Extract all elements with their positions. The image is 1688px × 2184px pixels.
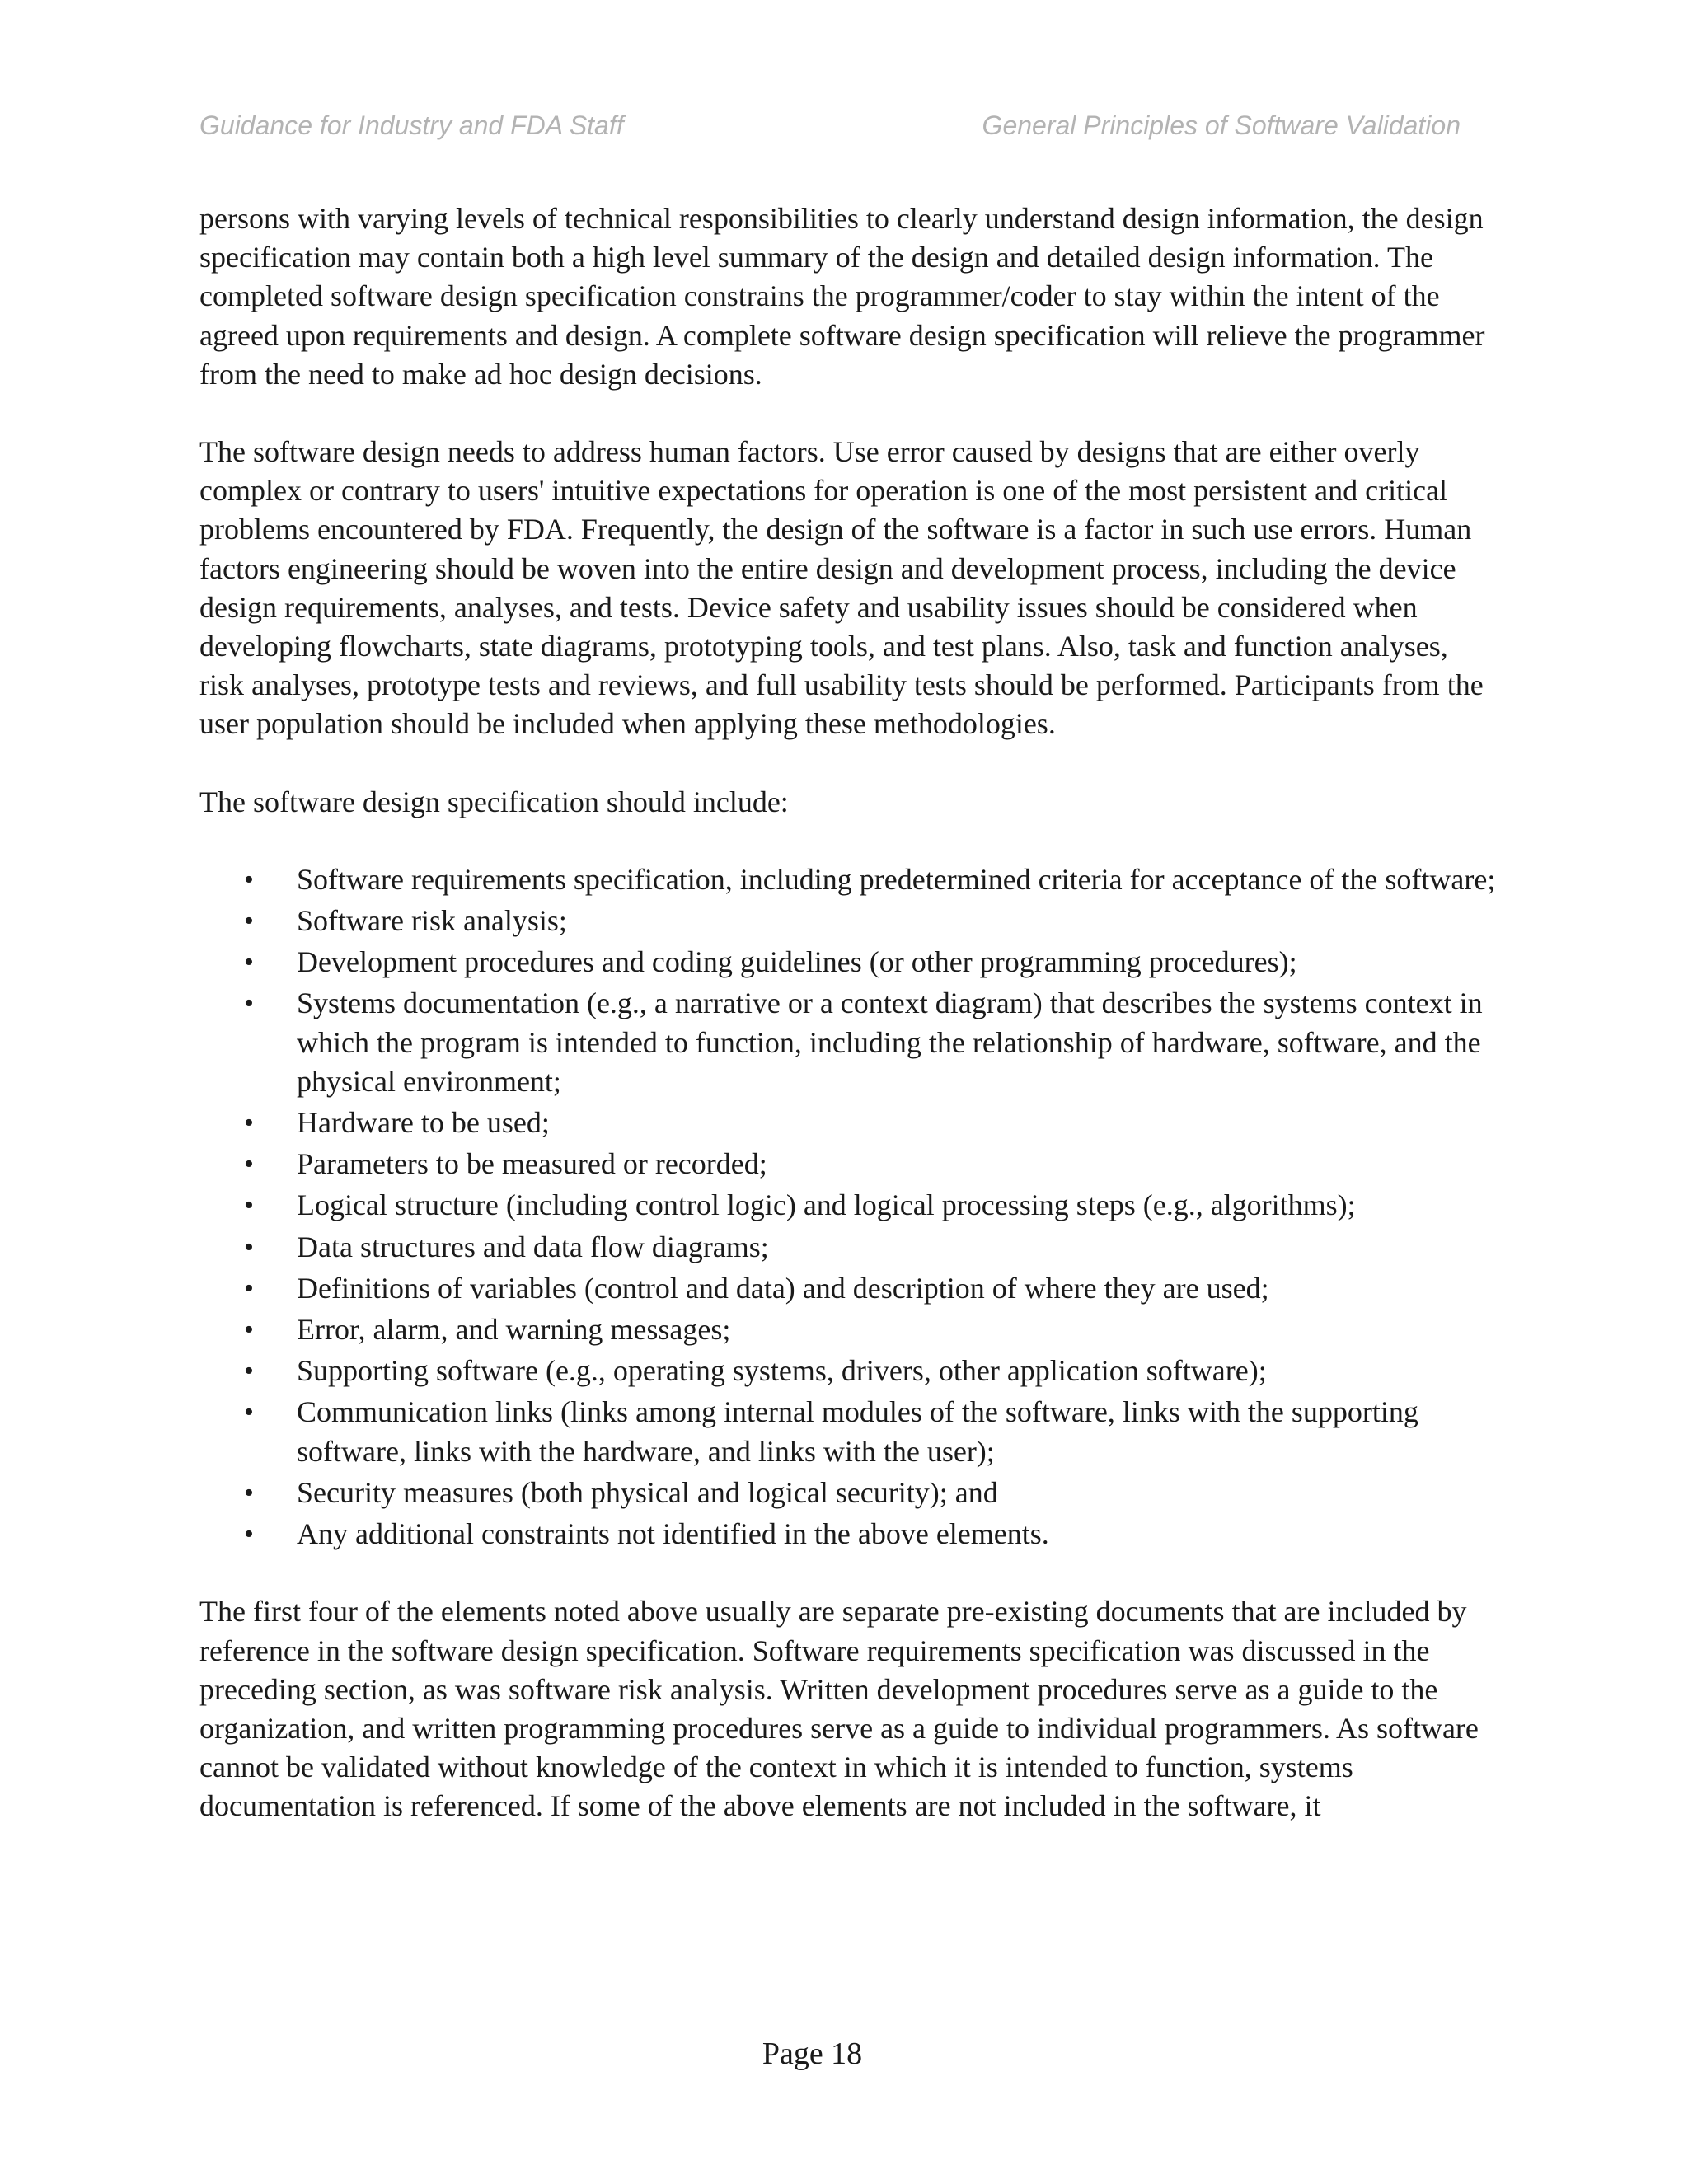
bullet-icon: •	[244, 1231, 254, 1263]
bullet-icon: •	[244, 1477, 254, 1508]
bullet-icon: •	[244, 1149, 254, 1180]
list-item	[199, 1474, 1498, 1512]
list-item	[199, 984, 1498, 1101]
bullet-icon: •	[244, 1272, 254, 1304]
list-item-text: Error, alarm, and warning messages;	[297, 1313, 731, 1347]
bullet-icon: •	[244, 864, 254, 895]
bullet-icon: •	[244, 1190, 254, 1221]
list-item-text: Any additional constraints not identified in the above elements.	[297, 1517, 1049, 1551]
page-number: Page 18	[762, 2036, 863, 2071]
bullet-icon: •	[244, 947, 254, 978]
bullet-icon: •	[244, 1315, 254, 1346]
list-item-text: Definitions of variables (control and data) and description of where they are used;	[297, 1271, 1269, 1305]
document-body	[199, 199, 1498, 1865]
list-item	[199, 1228, 1498, 1267]
list-item	[199, 1145, 1498, 1183]
list-item-text: Development procedures and coding guidelines (or other programming procedures);	[297, 945, 1297, 979]
list-item-text: Hardware to be used;	[297, 1106, 550, 1140]
bullet-icon: •	[244, 1356, 254, 1387]
bullet-icon: •	[244, 988, 254, 1019]
list-item-text: Security measures (both physical and logical security); and	[297, 1475, 998, 1509]
list-item	[199, 1310, 1498, 1349]
list-item	[199, 1269, 1498, 1308]
list-item-text: Software requirements specification, including predetermined criteria for acceptance of the software;	[297, 862, 1496, 896]
list-item-text: Supporting software (e.g., operating systems, drivers, other application software);	[297, 1354, 1267, 1388]
bullet-icon: •	[244, 1519, 254, 1550]
list-item	[199, 1186, 1498, 1225]
header-document-title: Guidance for Industry and FDA Staff	[199, 110, 624, 140]
bullet-icon: •	[244, 906, 254, 937]
list-item-text: Communication links (links among internal modules of the software, links with the supporting software, links with the hardware, and links with the user);	[297, 1395, 1418, 1468]
paragraph-design-spec-intro: persons with varying levels of technical responsibilities to clearly understand design information, the design specification may contain both a high level summary of the design and detailed design information. The completed software design specification constrains the programmer/coder to stay within the intent of the agreed upon requirements and design. A complete software design specification will relieve the programmer from the need to make ad hoc design decisions.	[199, 202, 1485, 391]
design-spec-elements-list	[199, 860, 1498, 1554]
list-item-text: Parameters to be measured or recorded;	[297, 1147, 767, 1181]
list-item	[199, 943, 1498, 982]
bullet-icon: •	[244, 1108, 254, 1139]
list-item	[199, 1515, 1498, 1554]
list-item	[199, 1352, 1498, 1390]
list-item	[199, 860, 1498, 899]
header-section-title: General Principles of Software Validation	[982, 110, 1461, 140]
list-item-text: Logical structure (including control logic) and logical processing steps (e.g., algorithms);	[297, 1188, 1356, 1222]
running-header	[199, 110, 1461, 147]
list-item	[199, 1104, 1498, 1142]
list-item-text: Data structures and data flow diagrams;	[297, 1230, 769, 1263]
bullet-icon: •	[244, 1397, 254, 1428]
list-item	[199, 1393, 1498, 1470]
paragraph-list-intro: The software design specification should include:	[199, 785, 789, 818]
list-item-text: Software risk analysis;	[297, 904, 567, 938]
paragraph-human-factors: The software design needs to address human factors. Use error caused by designs that are either overly complex or contrary to users' intuitive expectations for operation is one of the most persistent and critical problems encountered by FDA. Frequently, the design of the software is a factor in such use errors. Human factors engineering should be woven into the entire design and development process, including the device design requirements, analyses, and tests. Device safety and usability issues should be considered when developing flowcharts, state diagrams, prototyping tools, and test plans. Also, task and function analyses, risk analyses, prototype tests and reviews, and full usability tests should be performed. Participants from the user population should be included when applying these methodologies.	[199, 435, 1484, 741]
list-item	[199, 902, 1498, 940]
paragraph-elements-discussion: The first four of the elements noted above usually are separate pre-existing documents that are included by reference in the software design specification. Software requirements specification was discussed in the preceding section, as was software risk analysis. Written development procedures serve as a guide to the organization, and written programming procedures serve as a guide to individual programmers. As software cannot be validated without knowledge of the context in which it is intended to function, systems documentation is referenced. If some of the above elements are not included in the software, it	[199, 1595, 1479, 1823]
list-item-text: Systems documentation (e.g., a narrative or a context diagram) that describes the systems context in which the program is intended to function, including the relationship of hardware, software, and the physical environment;	[297, 987, 1483, 1098]
